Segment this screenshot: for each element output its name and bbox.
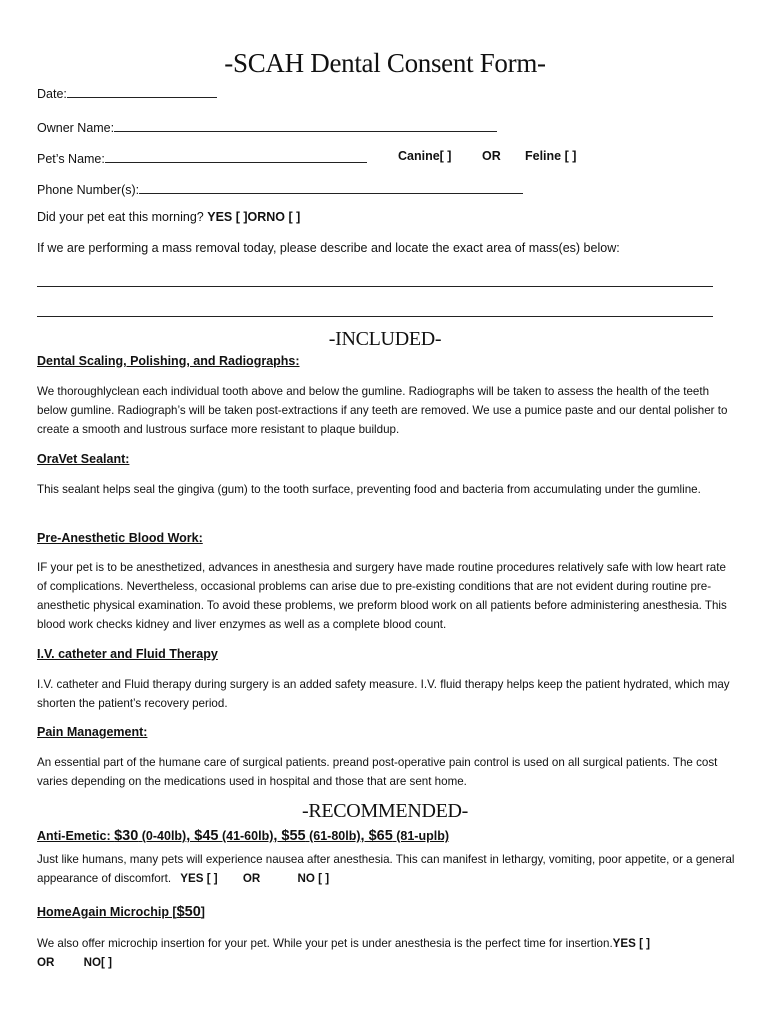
iv-text: I.V. catheter and Fluid therapy during surgery is an added safety measure. I.V. fluid therapy helps keep the patient hydrated, which may shorten the patient’s recovery period. (37, 678, 730, 710)
form-title: -SCAH Dental Consent Form- (224, 48, 546, 78)
pet-label: Pet’s Name: (37, 152, 105, 166)
mass-line-2[interactable] (37, 316, 713, 317)
microchip-or: OR (37, 956, 55, 969)
anti-emetic-text-block (37, 850, 737, 888)
pet-row (37, 149, 367, 166)
sealant-title: OraVet Sealant: (37, 452, 130, 466)
pain-text: An essential part of the humane care of surgical patients. preand post-operative pain control is used on all surgical patients. The cost varies depending on the medications used in hospital and those that are sent home. (37, 756, 718, 788)
anti-emetic-title (37, 828, 449, 844)
date-label: Date: (37, 87, 67, 101)
blood-work-text: IF your pet is to be anesthetized, advances in anesthesia and surgery have made routine procedures relatively safe with low heart rate of complications. Nevertheless, occasional problems can arise due to pre-existing conditions that are not evident during routine pre-anesthetic physical examination. To avoid these problems, we preform blood work on all patients before administering anesthesia. This blood work checks kidney and liver enzymes as well as a complete blood count. (37, 561, 727, 631)
anti-emetic-text: Just like humans, many pets will experience nausea after anesthesia. This can manifest in lethargy, vomiting, poor appetite, or a general appearance of discomfort. (37, 853, 735, 885)
canine-checkbox[interactable]: Canine[ ] (398, 149, 452, 163)
microchip-yes[interactable]: YES [ ] (612, 937, 651, 950)
price-1: $30 (114, 828, 139, 844)
mass-label: If we are performing a mass removal today, please describe and locate the exact area of mass(es) below: (37, 241, 620, 255)
microchip-price: $50 (176, 904, 201, 920)
phone-row (37, 180, 523, 197)
sealant-text: This sealant helps seal the gingiva (gum) to the tooth surface, preventing food and bacteria from accumulating under the gumline. (37, 483, 701, 496)
included-heading: -INCLUDED- (328, 328, 442, 350)
pain-title: Pain Management: (37, 725, 148, 739)
scaling-text: We thoroughlyclean each individual tooth above and below the gumline. Radiographs will be taken to assess the health of the teeth below gumline. Radiograph’s will be taken post-extractions if any teeth are removed. We use a pumice paste and our dental polisher to create a smooth and lustrous surface more resistant to plaque buildup. (37, 385, 728, 436)
range-1: (0-40lb) (138, 829, 187, 843)
ate-label: Did your pet eat this morning? (37, 210, 204, 224)
recommended-heading: -RECOMMENDED- (301, 800, 469, 822)
anti-emetic-or: OR (242, 872, 261, 885)
range-2: (41-60lb) (218, 829, 274, 843)
microchip-suffix: ] (200, 905, 205, 919)
microchip-text: We also offer microchip insertion for your pet. While your pet is under anesthesia is the perfect time for insertion. (37, 937, 613, 950)
range-4: (81-uplb) (392, 829, 450, 843)
iv-title: I.V. catheter and Fluid Therapy (37, 647, 218, 661)
pet-name-field[interactable] (105, 149, 367, 163)
date-row (37, 84, 217, 101)
price-2: , $45 (186, 828, 219, 844)
owner-label: Owner Name: (37, 121, 115, 135)
microchip-prefix: HomeAgain Microchip [ (37, 905, 177, 919)
price-4: , $65 (360, 828, 393, 844)
ate-row (37, 210, 300, 224)
blood-work-title: Pre-Anesthetic Blood Work: (37, 531, 203, 545)
range-3: (61-80lb) (305, 829, 361, 843)
microchip-no[interactable]: NO[ ] (83, 956, 112, 969)
owner-name-field[interactable] (114, 118, 497, 132)
ate-options[interactable]: YES [ ]ORNO [ ] (207, 210, 301, 224)
species-or: OR (482, 149, 501, 163)
feline-checkbox[interactable]: Feline [ ] (525, 149, 577, 163)
phone-label: Phone Number(s): (37, 183, 140, 197)
owner-row (37, 118, 497, 135)
phone-field[interactable] (139, 180, 523, 194)
anti-emetic-prefix: Anti-Emetic: (37, 829, 115, 843)
scaling-title: Dental Scaling, Polishing, and Radiographs: (37, 354, 300, 368)
mass-line-1[interactable] (37, 286, 713, 287)
price-3: , $55 (273, 828, 306, 844)
microchip-title (37, 904, 205, 920)
microchip-text-block (37, 934, 737, 972)
date-field[interactable] (67, 84, 217, 98)
anti-emetic-no[interactable]: NO [ ] (297, 872, 330, 885)
anti-emetic-yes[interactable]: YES [ ] (180, 872, 218, 885)
